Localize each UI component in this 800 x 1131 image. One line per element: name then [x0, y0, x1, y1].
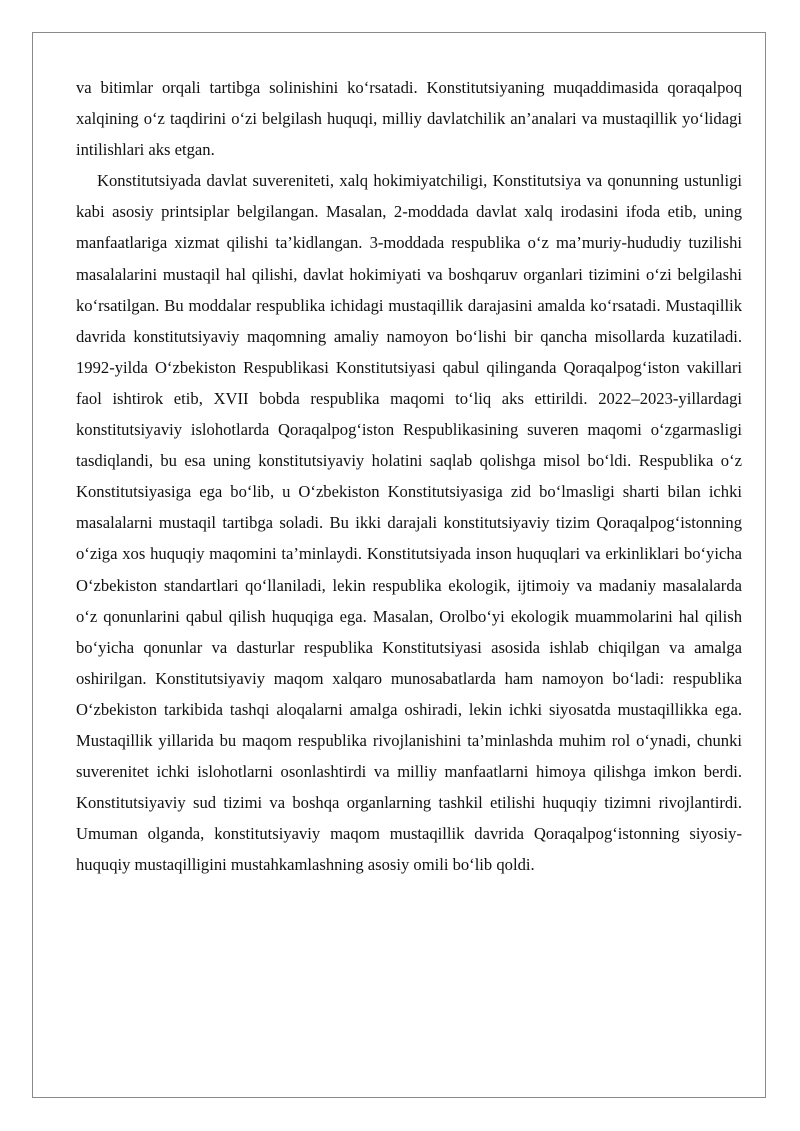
paragraph-continuation: va bitimlar orqali tartibga solinishini ko‘rsatadi. Konstitutsiyaning muqaddimasida qoraqalpoq xalqining o‘z taqdirini o‘zi belgilash huquqi, milliy davlatchilik an’analari va mustaqillik yo‘lidagi intilishlari aks etgan.: [76, 78, 742, 160]
paragraph-main: Konstitutsiyada davlat suvereniteti, xalq hokimiyatchiligi, Konstitutsiya va qonunning ustunligi kabi asosiy printsiplar belgilangan. Masalan, 2-moddada davlat xalq irodasini ifoda etib, uning manfaatlariga xizmat qilishi ta’kidlangan. 3-moddada respublika o‘z ma’muriy-hududiy tuzilishi masalalarini mustaqil hal qilishi, davlat hokimiyati va boshqaruv organlari tizimini o‘zi belgilashi ko‘rsatilgan. Bu moddalar respublika ichidagi mustaqillik darajasini amalda ko‘rsatadi. Mustaqillik davrida konstitutsiyaviy maqomning amaliy namoyon bo‘lishi bir qancha misollarda kuzatiladi. 1992-yilda O‘zbekiston Respublikasi Konstitutsiyasi qabul qilinganda Qoraqalpog‘iston vakillari faol ishtirok etib, XVII bobda respublika maqomi to‘liq aks ettirildi. 2022–2023-yillardagi konstitutsiyaviy islohotlarda Qoraqalpog‘iston Respublikasining suveren maqomi o‘zgarmasligi tasdiqlandi, bu esa uning konstitutsiyaviy holatini saqlab qolishga misol bo‘ldi. Respublika o‘z Konstitutsiyasiga ega bo‘lib, u O‘zbekiston Konstitutsiyasiga zid bo‘lmasligi sharti bilan ichki masalalarni mustaqil tartibga soladi. Bu ikki darajali konstitutsiyaviy tizim Qoraqalpog‘istonning o‘ziga xos huquqiy maqomini ta’minlaydi. Konstitutsiyada inson huquqlari va erkinliklari bo‘yicha O‘zbekiston standartlari qo‘llaniladi, lekin respublika ekologik, ijtimoiy va madaniy masalalarda o‘z qonunlarini qabul qilish huquqiga ega. Masalan, Orolbo‘yi ekologik muammolarini hal qilish bo‘yicha qonunlar va dasturlar respublika Konstitutsiyasi asosida ishlab chiqilgan va amalga oshirilgan. Konstitutsiyaviy maqom xalqaro munosabatlarda ham namoyon bo‘ladi: respublika O‘zbekiston tarkibida tashqi aloqalarni amalga oshiradi, lekin ichki siyosatda mustaqillikka ega. Mustaqillik yillarida bu maqom respublika rivojlanishini ta’minlashda muhim rol o‘ynadi, chunki suverenitet ichki islohotlarni osonlashtirdi va milliy manfaatlarni himoya qilishga imkon berdi. Konstitutsiyaviy sud tizimi va boshqa organlarning tashkil etilishi huquqiy tizimni rivojlantirdi. Umuman olganda, konstitutsiyaviy maqom mustaqillik davrida Qoraqalpog‘istonning siyosiy-huquqiy mustaqilligini mustahkamlashning asosiy omili bo‘lib qoldi.: [76, 171, 742, 875]
document-body: [76, 72, 742, 880]
